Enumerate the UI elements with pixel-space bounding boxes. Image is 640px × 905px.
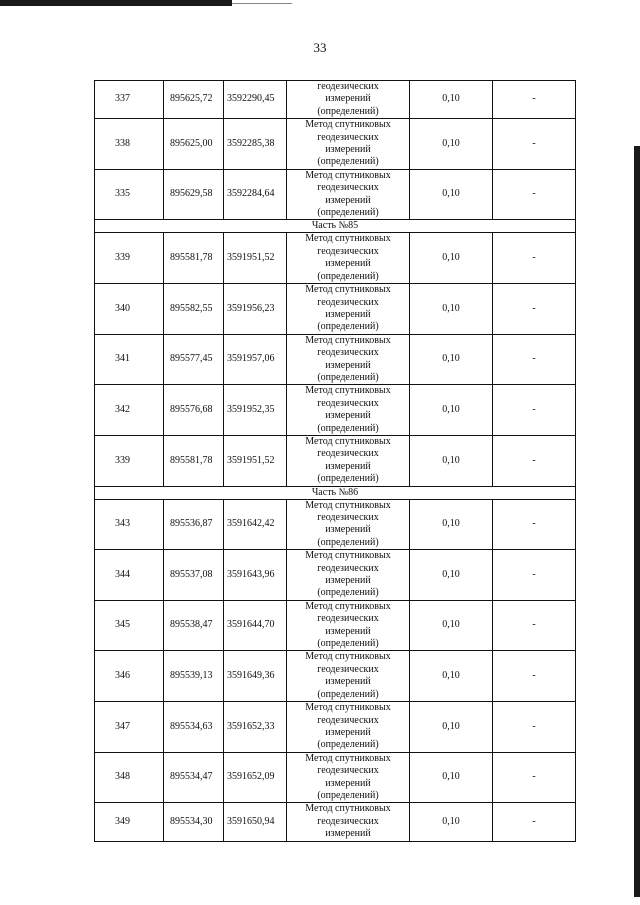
method-line: Метод спутниковых [305, 600, 391, 612]
note-cell: - [493, 651, 576, 702]
table-row [95, 702, 576, 753]
point-number-cell: 343 [95, 499, 164, 550]
point-number-cell: 349 [95, 803, 164, 841]
method-line: (определений) [317, 207, 379, 219]
method-line: (определений) [317, 587, 379, 599]
table-row [95, 81, 576, 119]
coordinate-y-cell: 3591643,96 [224, 550, 287, 601]
coordinate-y-cell: 3591642,42 [224, 499, 287, 550]
method-line: Метод спутниковых [305, 284, 391, 296]
method-line: Метод спутниковых [305, 435, 391, 447]
point-number-cell: 347 [95, 702, 164, 753]
method-line: Метод спутниковых [305, 233, 391, 245]
accuracy-cell: 0,10 [410, 600, 493, 651]
method-line: измерений [325, 524, 371, 536]
method-line: (определений) [317, 371, 379, 383]
coordinate-x-cell: 895625,72 [164, 81, 224, 119]
method-line: (определений) [317, 536, 379, 548]
method-line: геодезических [317, 765, 379, 777]
note-cell: - [493, 169, 576, 220]
coordinate-y-cell: 3591649,36 [224, 651, 287, 702]
method-line: геодезических [317, 613, 379, 625]
method-cell [287, 385, 410, 436]
method-line: геодезических [317, 397, 379, 409]
part-header-row [95, 220, 576, 233]
method-line: геодезических [317, 815, 379, 827]
method-line: геодезических [317, 562, 379, 574]
accuracy-cell: 0,10 [410, 233, 493, 284]
coordinate-x-cell: 895576,68 [164, 385, 224, 436]
method-line: измерений [325, 676, 371, 688]
method-cell [287, 233, 410, 284]
accuracy-cell: 0,10 [410, 550, 493, 601]
method-line: измерений [325, 828, 371, 840]
method-line: геодезических [317, 512, 379, 523]
note-cell: - [493, 119, 576, 170]
coordinate-y-cell: 3592284,64 [224, 169, 287, 220]
method-line: геодезических [317, 663, 379, 675]
note-cell: - [493, 385, 576, 436]
point-number-cell: 340 [95, 284, 164, 335]
method-line: Метод спутниковых [305, 550, 391, 562]
method-line: измерений [325, 575, 371, 587]
method-line: геодезических [317, 131, 379, 143]
part-header: Часть №85 [95, 220, 576, 233]
coordinate-y-cell: 3591652,09 [224, 752, 287, 803]
coordinate-y-cell: 3591652,33 [224, 702, 287, 753]
method-line: геодезических [317, 182, 379, 194]
method-cell [287, 651, 410, 702]
method-cell [287, 550, 410, 601]
method-cell [287, 169, 410, 220]
method-line: (определений) [317, 739, 379, 751]
table-row [95, 600, 576, 651]
point-number-cell: 348 [95, 752, 164, 803]
method-line: геодезических [317, 448, 379, 460]
coordinates-table [94, 80, 576, 842]
note-cell: - [493, 600, 576, 651]
point-number-cell: 339 [95, 233, 164, 284]
method-line: измерений [325, 194, 371, 206]
method-cell [287, 119, 410, 170]
part-header: Часть №86 [95, 486, 576, 499]
accuracy-cell: 0,10 [410, 385, 493, 436]
coordinate-y-cell: 3592290,45 [224, 81, 287, 119]
table-row [95, 752, 576, 803]
coordinates-table-body [95, 81, 576, 842]
accuracy-cell: 0,10 [410, 435, 493, 486]
method-line: Метод спутниковых [305, 119, 391, 131]
method-line: геодезических [317, 714, 379, 726]
coordinate-x-cell: 895534,63 [164, 702, 224, 753]
method-cell [287, 499, 410, 550]
scan-edge-top-line [232, 3, 292, 4]
method-line: измерений [325, 359, 371, 371]
coordinate-x-cell: 895537,08 [164, 550, 224, 601]
method-line: геодезических [317, 245, 379, 257]
accuracy-cell: 0,10 [410, 651, 493, 702]
method-cell [287, 702, 410, 753]
method-line: Метод спутниковых [305, 752, 391, 764]
table-row [95, 334, 576, 385]
method-cell [287, 435, 410, 486]
method-line: измерений [325, 93, 371, 105]
coordinate-x-cell: 895538,47 [164, 600, 224, 651]
method-line: измерений [325, 460, 371, 472]
coordinate-y-cell: 3591952,35 [224, 385, 287, 436]
method-line: (определений) [317, 156, 379, 168]
point-number-cell: 339 [95, 435, 164, 486]
coordinate-x-cell: 895629,58 [164, 169, 224, 220]
accuracy-cell: 0,10 [410, 499, 493, 550]
method-line: измерений [325, 258, 371, 270]
method-line: (определений) [317, 638, 379, 650]
table-row [95, 435, 576, 486]
point-number-cell: 337 [95, 81, 164, 119]
note-cell: - [493, 499, 576, 550]
table-row [95, 550, 576, 601]
method-line: Метод спутниковых [305, 169, 391, 181]
note-cell: - [493, 233, 576, 284]
method-line: Метод спутниковых [305, 499, 391, 511]
method-cell [287, 600, 410, 651]
method-line: измерений [325, 726, 371, 738]
note-cell: - [493, 702, 576, 753]
scan-edge-top [0, 0, 232, 6]
coordinate-y-cell: 3591956,23 [224, 284, 287, 335]
method-line: Метод спутниковых [305, 651, 391, 663]
part-header-row [95, 486, 576, 499]
method-cell [287, 803, 410, 841]
method-line: измерений [325, 410, 371, 422]
table-row [95, 233, 576, 284]
note-cell: - [493, 284, 576, 335]
note-cell: - [493, 803, 576, 841]
method-line: (определений) [317, 473, 379, 485]
table-row [95, 169, 576, 220]
coordinate-x-cell: 895577,45 [164, 334, 224, 385]
method-cell [287, 284, 410, 335]
method-line: (определений) [317, 789, 379, 801]
accuracy-cell: 0,10 [410, 752, 493, 803]
point-number-cell: 346 [95, 651, 164, 702]
method-line: измерений [325, 777, 371, 789]
note-cell: - [493, 334, 576, 385]
method-line: (определений) [317, 270, 379, 282]
point-number-cell: 341 [95, 334, 164, 385]
note-cell: - [493, 81, 576, 119]
method-cell [287, 334, 410, 385]
table-row [95, 651, 576, 702]
scan-edge-right [634, 146, 640, 897]
note-cell: - [493, 550, 576, 601]
accuracy-cell: 0,10 [410, 284, 493, 335]
table-row [95, 119, 576, 170]
note-cell: - [493, 435, 576, 486]
point-number-cell: 344 [95, 550, 164, 601]
point-number-cell: 345 [95, 600, 164, 651]
point-number-cell: 338 [95, 119, 164, 170]
method-cell [287, 752, 410, 803]
page-number: 33 [313, 40, 327, 55]
method-cell [287, 81, 410, 119]
coordinate-y-cell: 3591650,94 [224, 803, 287, 841]
accuracy-cell: 0,10 [410, 169, 493, 220]
method-line: геодезических [317, 347, 379, 359]
accuracy-cell: 0,10 [410, 334, 493, 385]
table-row [95, 284, 576, 335]
coordinate-x-cell: 895536,87 [164, 499, 224, 550]
accuracy-cell: 0,10 [410, 803, 493, 841]
method-line: измерений [325, 308, 371, 320]
method-line: измерений [325, 144, 371, 156]
coordinate-y-cell: 3591951,52 [224, 435, 287, 486]
point-number-cell: 335 [95, 169, 164, 220]
accuracy-cell: 0,10 [410, 119, 493, 170]
method-line: Метод спутниковых [305, 803, 391, 815]
method-line: геодезических [317, 296, 379, 308]
note-cell: - [493, 752, 576, 803]
coordinate-x-cell: 895581,78 [164, 233, 224, 284]
method-line: геодезических [317, 81, 379, 92]
table-row [95, 499, 576, 550]
method-line: (определений) [317, 105, 379, 117]
method-line: (определений) [317, 321, 379, 333]
coordinate-y-cell: 3592285,38 [224, 119, 287, 170]
method-line: Метод спутниковых [305, 334, 391, 346]
method-line: Метод спутниковых [305, 702, 391, 714]
accuracy-cell: 0,10 [410, 702, 493, 753]
coordinate-x-cell: 895539,13 [164, 651, 224, 702]
method-line: измерений [325, 625, 371, 637]
point-number-cell: 342 [95, 385, 164, 436]
table-row [95, 385, 576, 436]
coordinate-x-cell: 895534,47 [164, 752, 224, 803]
coordinate-x-cell: 895625,00 [164, 119, 224, 170]
accuracy-cell: 0,10 [410, 81, 493, 119]
coordinate-y-cell: 3591957,06 [224, 334, 287, 385]
coordinate-x-cell: 895582,55 [164, 284, 224, 335]
coordinate-y-cell: 3591644,70 [224, 600, 287, 651]
coordinate-x-cell: 895534,30 [164, 803, 224, 841]
method-line: (определений) [317, 422, 379, 434]
coordinate-x-cell: 895581,78 [164, 435, 224, 486]
coordinate-y-cell: 3591951,52 [224, 233, 287, 284]
method-line: (определений) [317, 688, 379, 700]
method-line: Метод спутниковых [305, 385, 391, 397]
table-row [95, 803, 576, 841]
